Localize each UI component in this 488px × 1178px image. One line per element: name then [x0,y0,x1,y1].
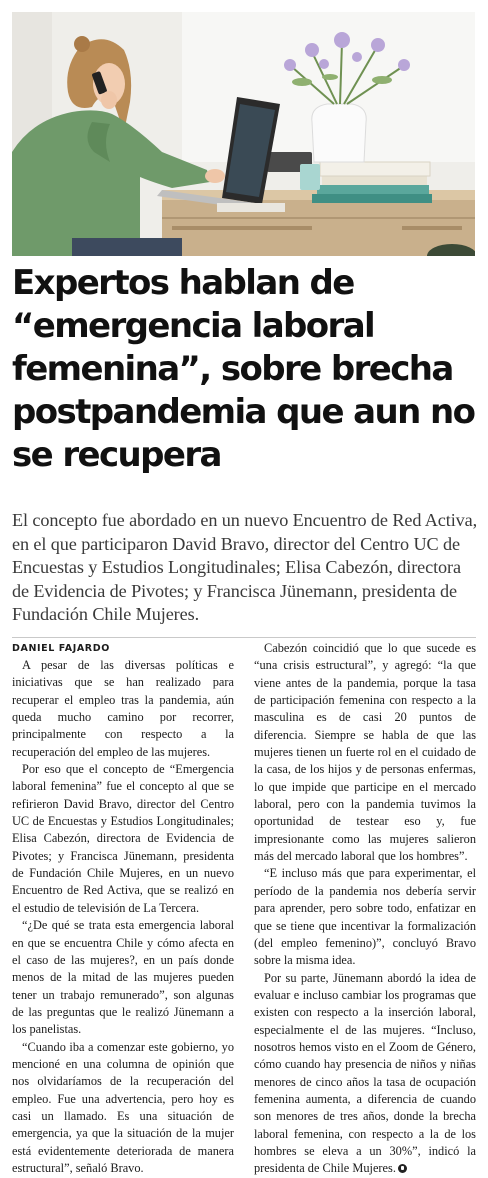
paragraph: A pesar de las diversas políticas e iniciativas que se han realizado para recuperar el empleo tras la pandemia, aún queda mucho camino por recorrer, principalmente con respecto a la recuperación del empleo de las mujeres. [12,658,234,759]
article-photo [12,12,475,256]
paragraph: “E incluso más que para experimentar, el período de la pandemia nos debería servir para aprender, pero sobre todo, enfatizar en que se tiene que incentivar la formalización (del empleo femenino)”, concluyó Bravo sobre la misma idea. [254,866,476,968]
byline: DANIEL FAJARDO [12,643,110,654]
paragraph-text: Por su parte, Jünemann abordó la idea de evaluar e incluso cambiar los programas que existen con respecto a la inserción laboral, especialmente el de las mujeres. “Incluso, nosotros hemos visto en el Zoom de Género, cómo cuando hay presencia de niños y niñas menores de cinco años la tasa de ocupación femenina aumenta, a diferencia de cuando son menores de tres años, donde la brecha laboral femenina, con respecto a la de los hombres se eleva a un 30%”, indicó la presidenta de Chile Mujeres. [254,970,476,1176]
article-deck: El concepto fue abordado en un nuevo Encuentro de Red Activa, en el que participaron David Bravo, director del Centro UC de Encuestas y Estudios Longitudinales; Elisa Cabezón, directora de Evidencia de Pivotes; y Francisca Jünemann, presidenta de Fundación Chile Mujeres. [12,510,478,624]
photo-illustration [12,12,475,256]
article-headline: Expertos hablan de “emergencia laboral femenina”, sobre brecha postpandemia que aun no se recupera [12,263,475,475]
end-of-article-icon [398,1164,407,1173]
paragraph: “Cuando iba a comenzar este gobierno, yo mencioné en una columna de opinión que nos olvidaríamos de la recuperación del empleo. Fue una advertencia, pero hoy es casi un llamado. Es una situación de emergencia, ya que la situación de la mujer está evidentemente deteriorada de manera estructural”, señaló Bravo. [12,1039,234,1175]
paragraph: Por eso que el concepto de “Emergencia laboral femenina” fue el concepto al que se refirieron David Bravo, director del Centro UC de Encuestas y Estudios Longitudinales; Elisa Cabezón, directora de Evidencia de Pivotes; y Francisca Jünemann, presidenta de Fundación Chile Mujeres, en un nuevo Encuentro de Red Activa, que se realizó en el estudio de televisión de La Tercera. [12,762,234,915]
section-divider [12,637,476,638]
article-column-right [254,640,476,1178]
paragraph-last [254,970,476,1178]
article-column-left [12,640,234,1177]
paragraph: “¿De qué se trata esta emergencia laboral en que se encuentra Chile y cómo afecta en el caso de las mujeres?, en un país donde menos de la mitad de las mujeres pueden tener un trabajo remunerado”, son algunas de las preguntas que le realizó Jünemann a los panelistas. [12,918,234,1037]
paragraph: Cabezón coincidió que lo que sucede es “una crisis estructural”, y agregó: “la que viene antes de la pandemia, porque la tasa de participación femenina con respecto a la masculina es de casi 20 puntos de diferencia. Siempre se habla de que las mujeres tienen un fuerte rol en el cuidado de la casa, de los hijos y de personas enfermas, lo que impide que participe en el mercado laboral, pero con la pandemia tuvimos la oportunidad de testear eso y, fue impresionante como las mujeres salieron más del mercado laboral que los hombres”. [254,641,476,864]
